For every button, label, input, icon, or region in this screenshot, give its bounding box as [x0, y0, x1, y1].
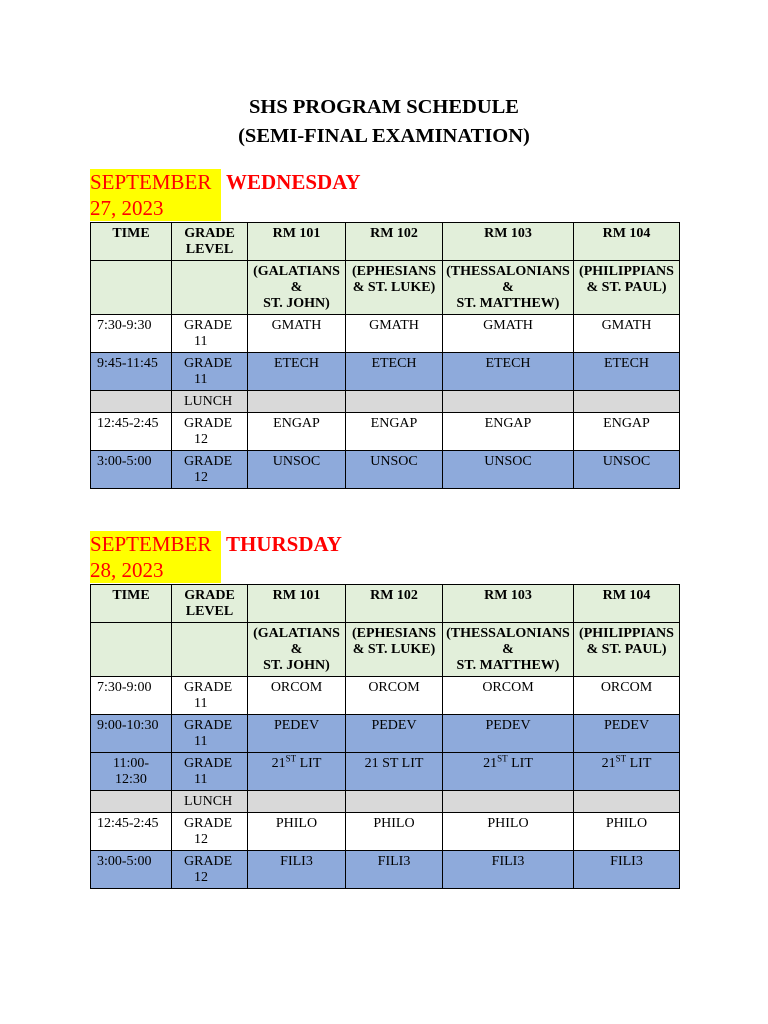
day-heading-wednesday [90, 169, 361, 221]
month-label: SEPTEMBER [90, 531, 221, 557]
empty-cell [91, 623, 172, 677]
subject-cell: 21ST LIT [574, 753, 680, 791]
subject-cell: PHILO [443, 813, 574, 851]
subject-cell: 21 ST LIT [346, 753, 443, 791]
lunch-row [91, 391, 680, 413]
time-cell: 7:30-9:30 [91, 315, 172, 353]
grade-level-header: GRADE LEVEL [172, 223, 248, 261]
subject-cell: ORCOM [248, 677, 346, 715]
room-header: RM 103 [443, 585, 574, 623]
room-name: (THESSALONIANS & ST. MATTHEW) [443, 623, 574, 677]
subject-cell: UNSOC [346, 451, 443, 489]
table-row [91, 315, 680, 353]
subject-cell: ORCOM [574, 677, 680, 715]
subject-cell: PHILO [574, 813, 680, 851]
subject-cell: PHILO [248, 813, 346, 851]
table-row [91, 851, 680, 889]
header-row [91, 223, 680, 261]
subject-cell: ORCOM [443, 677, 574, 715]
weekday-label: WEDNESDAY [226, 170, 361, 194]
room-names-row [91, 623, 680, 677]
date-label: 27, 2023 [90, 195, 221, 221]
time-cell: 12:45-2:45 [91, 813, 172, 851]
time-cell: 9:00-10:30 [91, 715, 172, 753]
weekday-label: THURSDAY [226, 532, 342, 556]
grade-cell: GRADE 12 [172, 813, 248, 851]
subject-cell: ETECH [346, 353, 443, 391]
time-cell: 3:00-5:00 [91, 451, 172, 489]
subject-cell: PHILO [346, 813, 443, 851]
grade-cell: GRADE 11 [172, 315, 248, 353]
subject-cell [574, 391, 680, 413]
room-header: RM 101 [248, 223, 346, 261]
lunch-label: LUNCH [172, 791, 248, 813]
room-name: (GALATIANS & ST. JOHN) [248, 623, 346, 677]
subject-cell [443, 391, 574, 413]
subject-cell: PEDEV [346, 715, 443, 753]
table-row [91, 677, 680, 715]
subject-cell [346, 791, 443, 813]
time-cell: 11:00- 12:30 [91, 753, 172, 791]
room-header: RM 104 [574, 585, 680, 623]
grade-cell: GRADE 11 [172, 353, 248, 391]
time-cell [91, 391, 172, 413]
day-heading-thursday [90, 531, 342, 583]
subject-cell: GMATH [443, 315, 574, 353]
subject-cell [443, 791, 574, 813]
grade-cell: GRADE 12 [172, 413, 248, 451]
subject-cell: FILI3 [248, 851, 346, 889]
lunch-row [91, 791, 680, 813]
subject-cell: FILI3 [574, 851, 680, 889]
subject-cell: ETECH [574, 353, 680, 391]
subject-cell: ENGAP [443, 413, 574, 451]
page-title: SHS PROGRAM SCHEDULE [249, 96, 519, 118]
grade-cell: GRADE 12 [172, 451, 248, 489]
subject-cell: PEDEV [574, 715, 680, 753]
room-header: RM 104 [574, 223, 680, 261]
subject-cell: ETECH [443, 353, 574, 391]
subject-cell: UNSOC [248, 451, 346, 489]
subject-cell: PEDEV [248, 715, 346, 753]
room-name: (GALATIANS & ST. JOHN) [248, 261, 346, 315]
time-cell: 9:45-11:45 [91, 353, 172, 391]
header-row [91, 585, 680, 623]
subject-cell [248, 391, 346, 413]
time-cell: 12:45-2:45 [91, 413, 172, 451]
subject-cell: GMATH [248, 315, 346, 353]
table-row [91, 715, 680, 753]
time-cell [91, 791, 172, 813]
room-names-row [91, 261, 680, 315]
room-header: RM 102 [346, 585, 443, 623]
room-name: (THESSALONIANS & ST. MATTHEW) [443, 261, 574, 315]
subject-cell [574, 791, 680, 813]
subject-cell: ETECH [248, 353, 346, 391]
grade-cell: GRADE 11 [172, 715, 248, 753]
room-name: (EPHESIANS & ST. LUKE) [346, 623, 443, 677]
page-subtitle: (SEMI-FINAL EXAMINATION) [238, 125, 530, 147]
subject-cell: ENGAP [574, 413, 680, 451]
table-row [91, 451, 680, 489]
date-label: 28, 2023 [90, 557, 221, 583]
subject-cell: FILI3 [443, 851, 574, 889]
empty-cell [91, 261, 172, 315]
room-header: RM 101 [248, 585, 346, 623]
subject-cell: UNSOC [443, 451, 574, 489]
subject-cell: ORCOM [346, 677, 443, 715]
table-row [91, 753, 680, 791]
subject-cell: GMATH [346, 315, 443, 353]
room-header: RM 102 [346, 223, 443, 261]
grade-cell: GRADE 12 [172, 851, 248, 889]
table-row [91, 353, 680, 391]
grade-cell: GRADE 11 [172, 753, 248, 791]
time-header: TIME [91, 585, 172, 623]
time-cell: 3:00-5:00 [91, 851, 172, 889]
subject-cell [346, 391, 443, 413]
subject-cell: UNSOC [574, 451, 680, 489]
table-row [91, 413, 680, 451]
table-row [91, 813, 680, 851]
subject-cell: ENGAP [248, 413, 346, 451]
lunch-label: LUNCH [172, 391, 248, 413]
subject-cell: ENGAP [346, 413, 443, 451]
empty-cell [172, 261, 248, 315]
time-cell: 7:30-9:00 [91, 677, 172, 715]
subject-cell: 21ST LIT [443, 753, 574, 791]
room-name: (PHILIPPIANS & ST. PAUL) [574, 623, 680, 677]
empty-cell [172, 623, 248, 677]
grade-cell: GRADE 11 [172, 677, 248, 715]
room-name: (PHILIPPIANS & ST. PAUL) [574, 261, 680, 315]
subject-cell: GMATH [574, 315, 680, 353]
time-header: TIME [91, 223, 172, 261]
subject-cell [248, 791, 346, 813]
schedule-table-thursday [90, 584, 680, 889]
room-header: RM 103 [443, 223, 574, 261]
subject-cell: FILI3 [346, 851, 443, 889]
subject-cell: 21ST LIT [248, 753, 346, 791]
schedule-table-wednesday [90, 222, 680, 489]
grade-level-header: GRADE LEVEL [172, 585, 248, 623]
month-label: SEPTEMBER [90, 169, 221, 195]
room-name: (EPHESIANS & ST. LUKE) [346, 261, 443, 315]
subject-cell: PEDEV [443, 715, 574, 753]
